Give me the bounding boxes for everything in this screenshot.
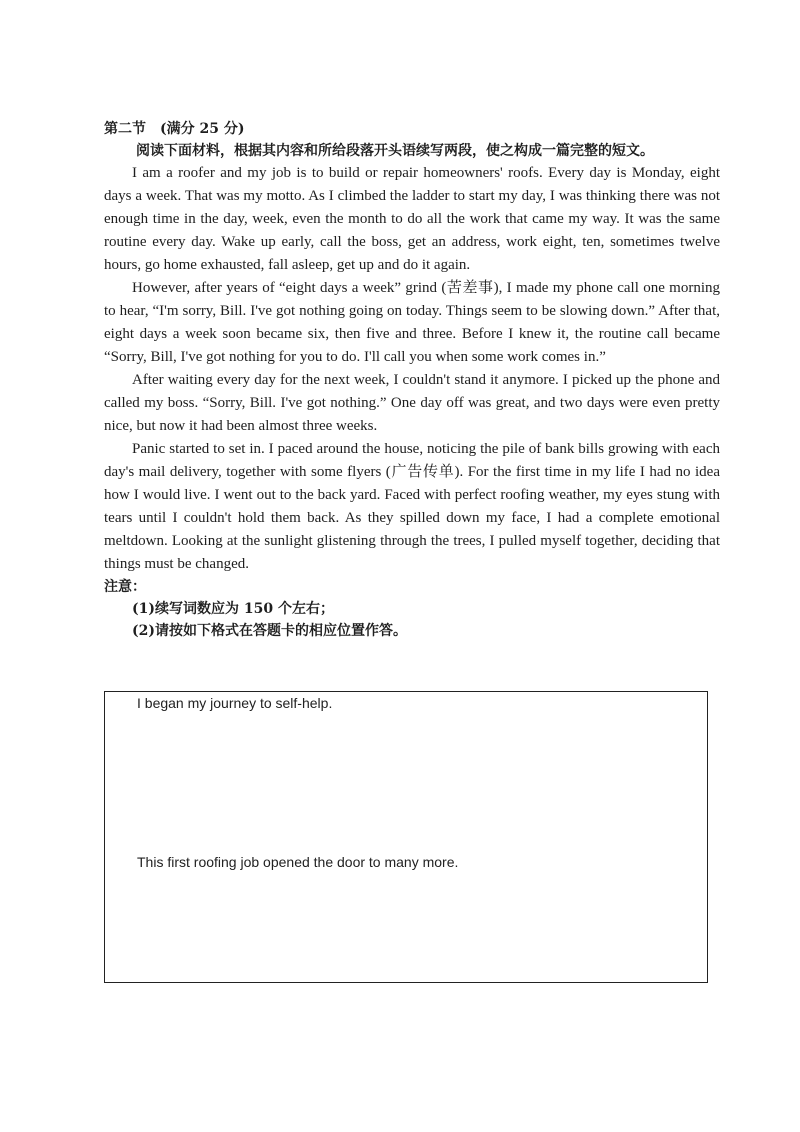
passage-paragraph-1: I am a roofer and my job is to build or repair homeowners' roofs. Every day is Monday, eight days a week. That was my motto. As I climbed the ladder to start my day, I was thinking there was not enough time in the day, week, even the month to do all the work that came my way. It was the same routine every day. Wake up early, call the boss, get an address, work eight, ten, sometimes twelve hours, go home exhausted, fall asleep, get up and do it again. (104, 165, 720, 273)
section-heading: 第二节 (满分 25 分) (104, 121, 245, 137)
notes-title: 注意： (104, 579, 146, 595)
answer-opening-line-1: I began my journey to self-help. (137, 695, 333, 711)
note-item-2: (2)请按如下格式在答题卡的相应位置作答。 (132, 623, 407, 639)
answer-opening-line-2: This first roofing job opened the door to many more. (137, 854, 459, 870)
note-item-1: (1)续写词数应为 150 个左右； (132, 601, 334, 617)
passage-paragraph-3: After waiting every day for the next week, I couldn't stand it anymore. I picked up the phone and called my boss. “Sorry, Bill. I've got nothing.” One day off was great, and two days were even pretty nice, but now it had been almost three weeks. (104, 372, 720, 434)
exam-section (104, 112, 720, 642)
passage-paragraph-4: Panic started to set in. I paced around the house, noticing the pile of bank bills growing with each day's mail delivery, together with some flyers (广告传单). For the first time in my life I had no idea how I would live. I went out to the back yard. Faced with perfect roofing weather, my eyes stung with tears until I couldn't hold them back. As they spilled down my face, I had a complete emotional meltdown. Looking at the sunlight glistening through the trees, I pulled myself together, deciding that things must be changed. (104, 441, 720, 572)
answer-box (104, 691, 708, 983)
section-instruction: 阅读下面材料，根据其内容和所给段落开头语续写两段，使之构成一篇完整的短文。 (136, 143, 654, 159)
passage-paragraph-2: However, after years of “eight days a week” grind (苦差事), I made my phone call one morning to hear, “I'm sorry, Bill. I've got nothing going on today. Things seem to be slowing down.” After that, eight days a week soon became six, then five and three. Before I knew it, the routine call became “Sorry, Bill, I've got nothing for you to do. I'll call you when some work comes in.” (104, 280, 720, 365)
